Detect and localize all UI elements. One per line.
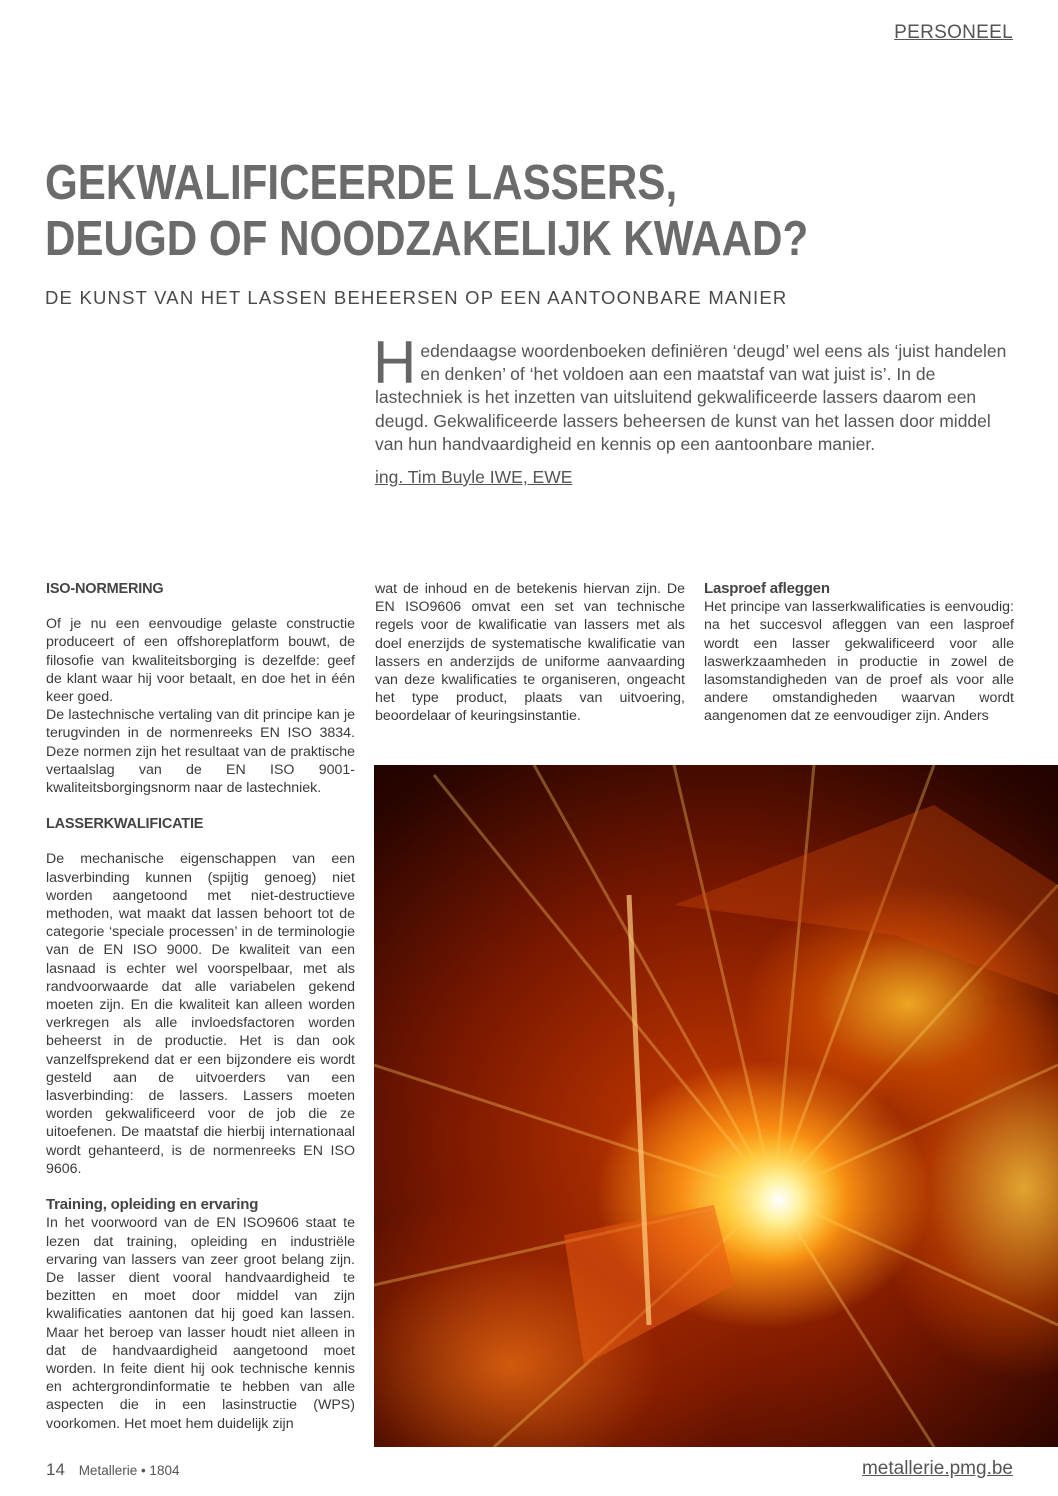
body-paragraph: De mechanische eigenschappen van een lasverbinding kunnen (spijtig genoeg) niet worden aangetoond met niet-destructieve methoden, wat maakt dat lassen behoort tot de categorie ‘speciale processen’ in de terminologie van de EN ISO 9000. De kwaliteit van een lasnaad is echter wel voorspelbaar, met als randvoorwaarde dat alle variabelen gekend moeten zijn. En die kwaliteit kan alleen worden verkregen als alle invloedsfactoren worden beheerst in de productie. Het is dan ook vanzelfsprekend dat er een bijzondere eis wordt gesteld aan de uitvoerders van een lasverbinding: de lassers. Lassers moeten worden gekwalificeerd voor de job die ze uitoefenen. De maatstaf die hierbij internationaal wordt gehanteerd, is de normenreeks EN ISO 9606. [46, 851, 355, 1177]
drop-cap: H [373, 329, 417, 396]
body-paragraph: Het principe van lasserkwalificaties is eenvoudig: na het succesvol afleggen van een lasproef wordt een lasser gekwalificeerd voor alle laswerkzaamheden in productie in zowel de lasomstandigheden van de proef als voor alle andere omstandigheden waarvan wordt aangenomen dat ze eenvoudiger zijn. Anders [704, 599, 1014, 725]
welding-photo [374, 765, 1058, 1447]
subheading-training: Training, opleiding en ervaring [46, 1196, 259, 1214]
subheading-lasproef: Lasproef afleggen [704, 580, 830, 597]
body-paragraph: Of je nu een eenvoudige gelaste constructie produceert of een offshoreplatform bouwt, de filosofie van kwaliteitsborging is dezelfde: geef de klant waar hij voor betaalt, en doe het in één keer goed. [46, 616, 355, 706]
heading-iso-normering: ISO-NORMERING [46, 581, 164, 597]
intro-text: edendaagse woordenboeken definiëren ‘deugd’ wel eens als ‘juist handelen en denken’ of ‘het voldoen aan een maatstaf van wat juist is’. In de lastechniek is het inzetten van uitsluitend gekwalificeerde lassers daarom een deugd. Gekwalificeerde lassers beheersen de kunst van het lassen door middel van hun handvaardigheid en kennis op een aantoonbare manier. [375, 341, 1007, 454]
column-2 [375, 580, 685, 726]
column-1 [46, 580, 355, 1433]
welding-glow-illustration [374, 765, 1058, 1447]
magazine-issue: Metallerie • 1804 [78, 1463, 180, 1478]
column-3 [704, 580, 1014, 726]
article-subtitle: DE KUNST VAN HET LASSEN BEHEERSEN OP EEN AANTOONBARE MANIER [45, 287, 788, 308]
intro-paragraph [373, 329, 1015, 456]
title-line-1: GEKWALIFICEERDE LASSERS, [45, 156, 678, 210]
author-byline: ing. Tim Buyle IWE, EWE [375, 467, 573, 487]
body-paragraph: De lastechnische vertaling van dit principe kan je terugvinden in de normenreeks EN ISO 3834. Deze normen zijn het resultaat van de praktische vertaalslag van de EN ISO 9001-kwaliteitsborgingsnorm naar de lastechniek. [46, 707, 355, 797]
footer-left [46, 1460, 179, 1480]
body-paragraph: wat de inhoud en de betekenis hiervan zijn. De EN ISO9606 omvat een set van technische regels voor de kwalificatie van lassers met als doel enerzijds de systematische kwalificatie van lassers en anderzijds de uniforme aanvaarding van deze kwalificaties te organiseren, ongeacht het type product, plaats van uitvoering, beoordelaar of keuringsinstantie. [375, 581, 685, 725]
title-line-2: DEUGD OF NOODZAKELIJK KWAAD? [45, 212, 809, 266]
body-paragraph: In het voorwoord van de EN ISO9606 staat te lezen dat training, opleiding en industriële ervaring van lassers van zeer groot belang zijn. De lasser dient vooral handvaardigheid te bezitten en moet door middel van zijn kwalificaties aantonen dat hij goed kan lassen. Maar het beroep van lasser houdt niet alleen in dat de handvaardigheid aangetoond moet worden. In feite dient hij ook technische kennis en achtergrondinformatie te hebben van alle aspecten die in een lasinstructie (WPS) voorkomen. Het moet hem duidelijk zijn [46, 1215, 355, 1432]
website-link[interactable]: metallerie.pmg.be [861, 1458, 1013, 1479]
page-number: 14 [46, 1460, 65, 1479]
article-title [45, 155, 871, 267]
section-label: PERSONEEL [894, 22, 1013, 43]
heading-lasserkwalificatie: LASSERKWALIFICATIE [46, 816, 204, 833]
